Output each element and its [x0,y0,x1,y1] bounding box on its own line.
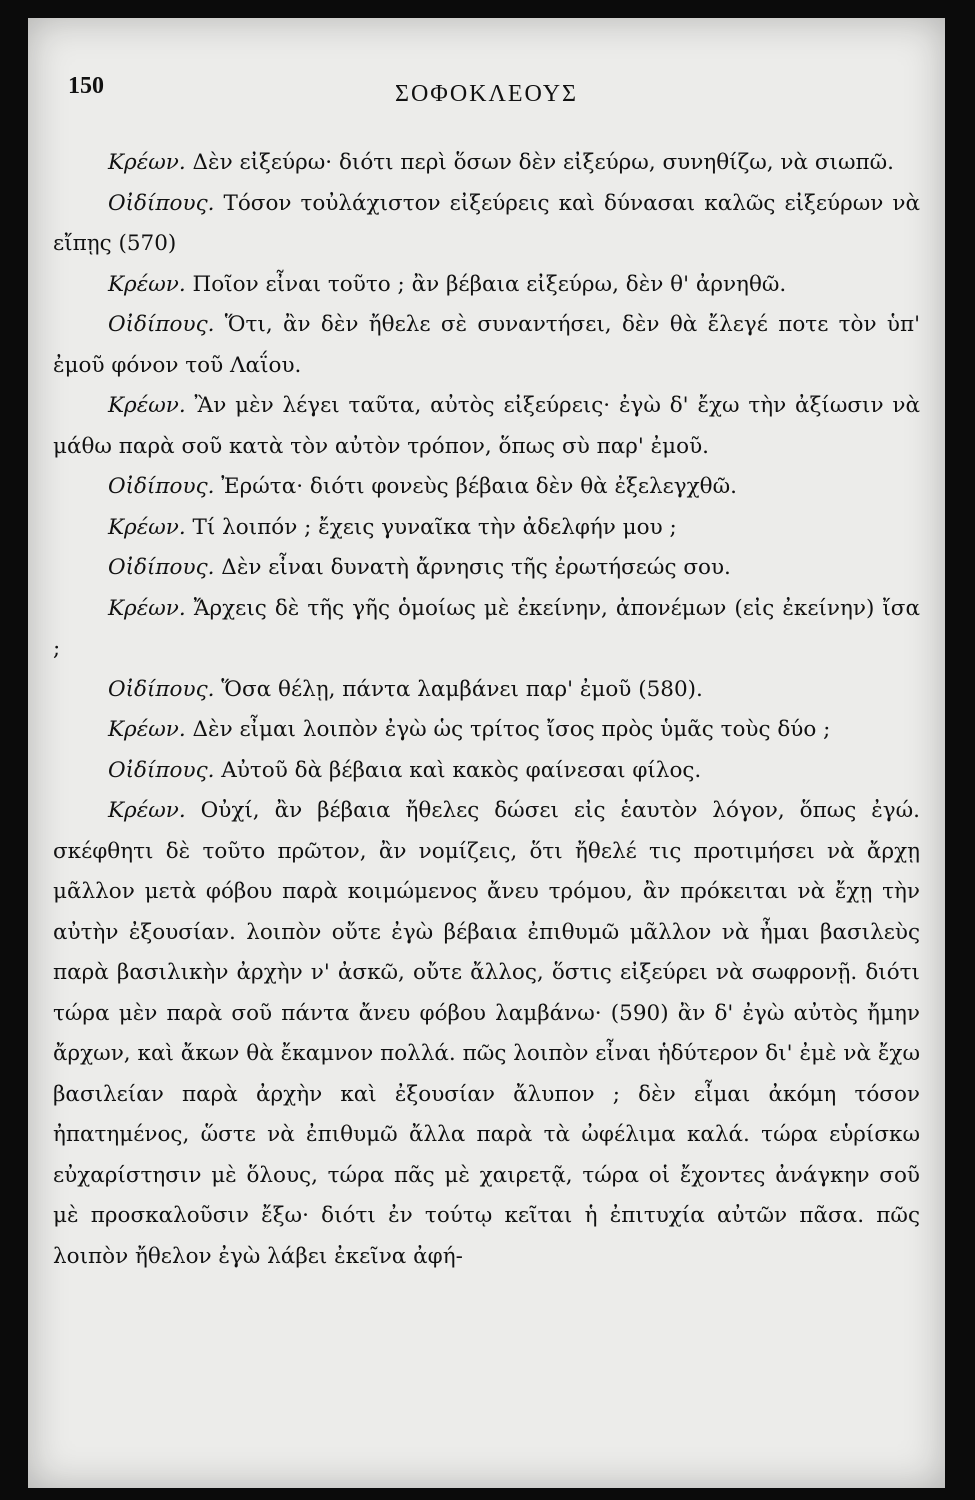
paragraph [53,467,920,508]
dialogue-text: Οὐχί, ἂν βέβαια ἤθελες δώσει εἰς ἑαυτὸν λόγον, ὅπως ἐγώ. σκέφθητι δὲ τοῦτο πρῶτον, ἂν νομίζεις, ὅτι ἤθελέ τις προτιμήσει νὰ ἄρχῃ μᾶλλον μετὰ φόβου παρὰ κοιμώμενος ἄνευ τρόμου, ἂν πρόκειται νὰ ἔχῃ τὴν αὐτὴν ἐξουσίαν. λοιπὸν οὔτε ἐγὼ βέβαια ἐπιθυμῶ μᾶλλον νὰ ἦμαι βασιλεὺς παρὰ βασιλικὴν ἀρχὴν ν' ἀσκῶ, οὔτε ἄλλος, ὅστις εἰξεύρει νὰ σωφρονῇ. διότι τώρα μὲν παρὰ σοῦ πάντα ἄνευ φόβου λαμβάνω· (590) ἂν δ' ἐγὼ αὐτὸς ἤμην ἄρχων, καὶ ἄκων θὰ ἔκαμνον πολλά. πῶς λοιπὸν εἶναι ἡδύτερον δι' ἐμὲ νὰ ἔχω βασιλείαν παρὰ ἀρχὴν καὶ ἐξουσίαν ἄλυπον ; δὲν εἶμαι ἀκόμη τόσον ἠπατημένος, ὥστε νὰ ἐπιθυμῶ ἄλλα παρὰ τὰ ὠφέλιμα καλά. τώρα εὑρίσκω εὐχαρίστησιν μὲ ὅλους, τώρα πᾶς μὲ χαιρετᾷ, τώρα οἱ ἔχοντες ἀνάγκην σοῦ μὲ προσκαλοῦσιν ἔξω· διότι ἐν τούτῳ κεῖται ἡ ἐπιτυχία αὐτῶν πᾶσα. πῶς λοιπὸν ἤθελον ἐγὼ λάβει ἐκεῖνα ἀφή- [53,798,920,1269]
paragraph [53,548,920,589]
dialogue-text: Αὐτοῦ δὰ βέβαια καὶ κακὸς φαίνεσαι φίλος. [214,757,702,783]
speaker-name: Κρέων. [108,271,186,297]
dialogue-text: Τί λοιπόν ; ἔχεις γυναῖκα τὴν ἀδελφήν μου ; [185,514,677,540]
book-page [28,18,945,1488]
paragraph [53,508,920,549]
speaker-name: Κρέων. [108,150,186,175]
speaker-name: Οἰδίπους. [108,474,215,499]
body-text [53,143,920,1277]
speaker-name: Οἰδίπους. [108,312,215,337]
paragraph [53,143,920,184]
dialogue-text: Ποῖον εἶναι τοῦτο ; ἂν βέβαια εἰξεύρω, δὲν θ' ἀρνηθῶ. [185,271,787,297]
page-header [28,73,945,113]
dialogue-text: Ὅσα θέλῃ, πάντα λαμβάνει παρ' ἐμοῦ (580). [214,676,703,702]
dialogue-text: Ὅτι, ἂν δὲν ἤθελε σὲ συναντήσει, δὲν θὰ ἔλεγέ ποτε τὸν ὑπ' ἐμοῦ φόνον τοῦ Λαΐου. [53,312,920,378]
paragraph [53,791,920,1277]
dialogue-text: Ἂν μὲν λέγει ταῦτα, αὐτὸς εἰξεύρεις· ἐγὼ δ' ἔχω τὴν ἀξίωσιν νὰ μάθω παρὰ σοῦ κατὰ τὸν αὐτὸν τρόπον, ὅπως σὺ παρ' ἐμοῦ. [53,393,920,459]
dialogue-text: Τόσον τοὐλάχιστον εἰξεύρεις καὶ δύνασαι καλῶς εἰξεύρων νὰ εἴπῃς (570) [53,190,920,256]
paragraph [53,589,920,670]
dialogue-text: Ἐρώτα· διότι φονεὺς βέβαια δὲν θὰ ἐξελεγχθῶ. [214,474,737,499]
speaker-name: Κρέων. [108,514,186,540]
speaker-name: Κρέων. [108,595,186,621]
speaker-name: Κρέων. [108,393,186,418]
paragraph [53,184,920,265]
paragraph [53,751,920,792]
running-title: ΣΟΦΟΚΛΕΟΥΣ [394,81,578,107]
dialogue-text: Δὲν εἶναι δυνατὴ ἄρνησις τῆς ἐρωτήσεώς σου. [214,555,731,580]
speaker-name: Οἰδίπους. [108,190,215,216]
paragraph [53,265,920,306]
speaker-name: Οἰδίπους. [108,555,215,580]
paragraph [53,710,920,751]
speaker-name: Οἰδίπους. [108,676,215,702]
paragraph [53,670,920,711]
paragraph [53,305,920,386]
speaker-name: Κρέων. [108,717,186,742]
paragraph [53,386,920,467]
page-number: 150 [68,73,104,99]
speaker-name: Οἰδίπους. [108,757,215,783]
dialogue-text: Δὲν εἰξεύρω· διότι περὶ ὅσων δὲν εἰξεύρω, συνηθίζω, νὰ σιωπῶ. [185,150,894,175]
dialogue-text: Δὲν εἶμαι λοιπὸν ἐγὼ ὡς τρίτος ἴσος πρὸς ὑμᾶς τοὺς δύο ; [185,717,831,742]
dialogue-text: Ἄρχεις δὲ τῆς γῆς ὁμοίως μὲ ἐκείνην, ἀπονέμων (εἰς ἐκείνην) ἴσα ; [53,595,920,661]
speaker-name: Κρέων. [108,798,186,823]
